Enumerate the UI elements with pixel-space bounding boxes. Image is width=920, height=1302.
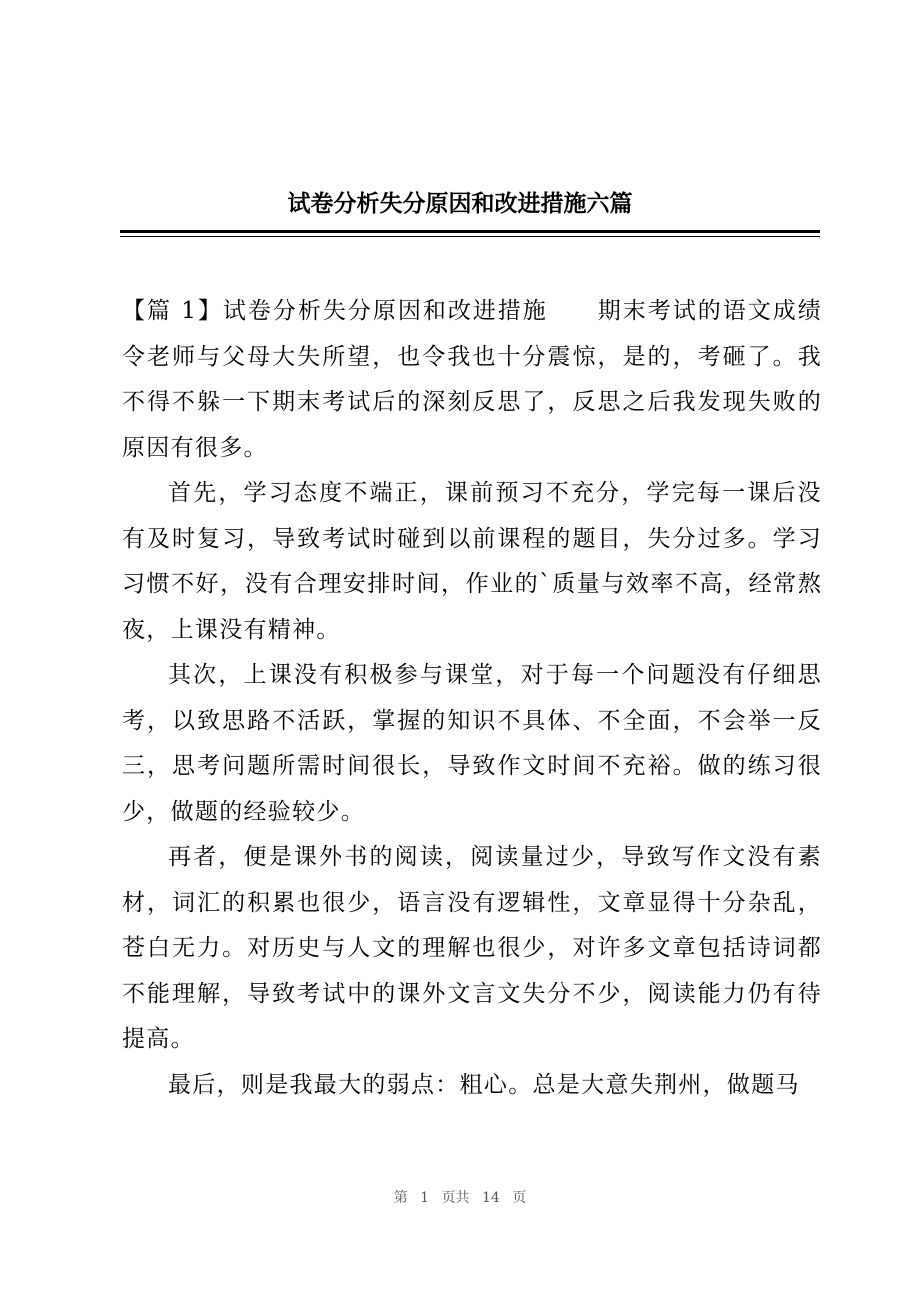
page-title: 试卷分析失分原因和改进措施六篇 (287, 190, 633, 217)
footer-current-page: 1 (420, 1190, 430, 1206)
paragraph-1: 【篇 1】试卷分析失分原因和改进措施 期末考试的语文成绩令老师与父母大失所望，也令我也十分震惊，是的，考砸了。我不得不躲一下期末考试后的深刻反思了，反思之后我发现失败的原因有很多。 (122, 298, 822, 461)
paragraph-4: 再者，便是课外书的阅读，阅读量过少，导致写作文没有素材，词汇的积累也很少，语言没有逻辑性，文章显得十分杂乱，苍白无力。对历史与人文的理解也很少，对许多文章包括诗词都不能理解，导致考试中的课外文言文失分不少，阅读能力仍有待提高。 (122, 844, 822, 1052)
body-text (122, 289, 822, 1108)
footer-prefix: 第 (393, 1190, 408, 1206)
footer-mid: 页共 (441, 1190, 470, 1206)
footer-suffix: 页 (512, 1190, 527, 1206)
footer-total-pages: 14 (482, 1190, 500, 1206)
title-rule-thin (120, 236, 820, 237)
page-footer (0, 1188, 920, 1208)
paragraph-3: 其次，上课没有积极参与课堂，对于每一个问题没有仔细思考，以致思路不活跃，掌握的知识不具体、不全面，不会举一反三，思考问题所需时间很长，导致作文时间不充裕。做的练习很少，做题的经验较少。 (122, 662, 822, 825)
paragraph-2: 首先，学习态度不端正，课前预习不充分，学完每一课后没有及时复习，导致考试时碰到以前课程的题目，失分过多。学习习惯不好，没有合理安排时间，作业的`质量与效率不高，经常熬夜，上课没有精神。 (122, 480, 822, 643)
paragraph-5: 最后，则是我最大的弱点：粗心。总是大意失荆州，做题马 (168, 1071, 800, 1098)
title-rule-thick (120, 230, 820, 233)
